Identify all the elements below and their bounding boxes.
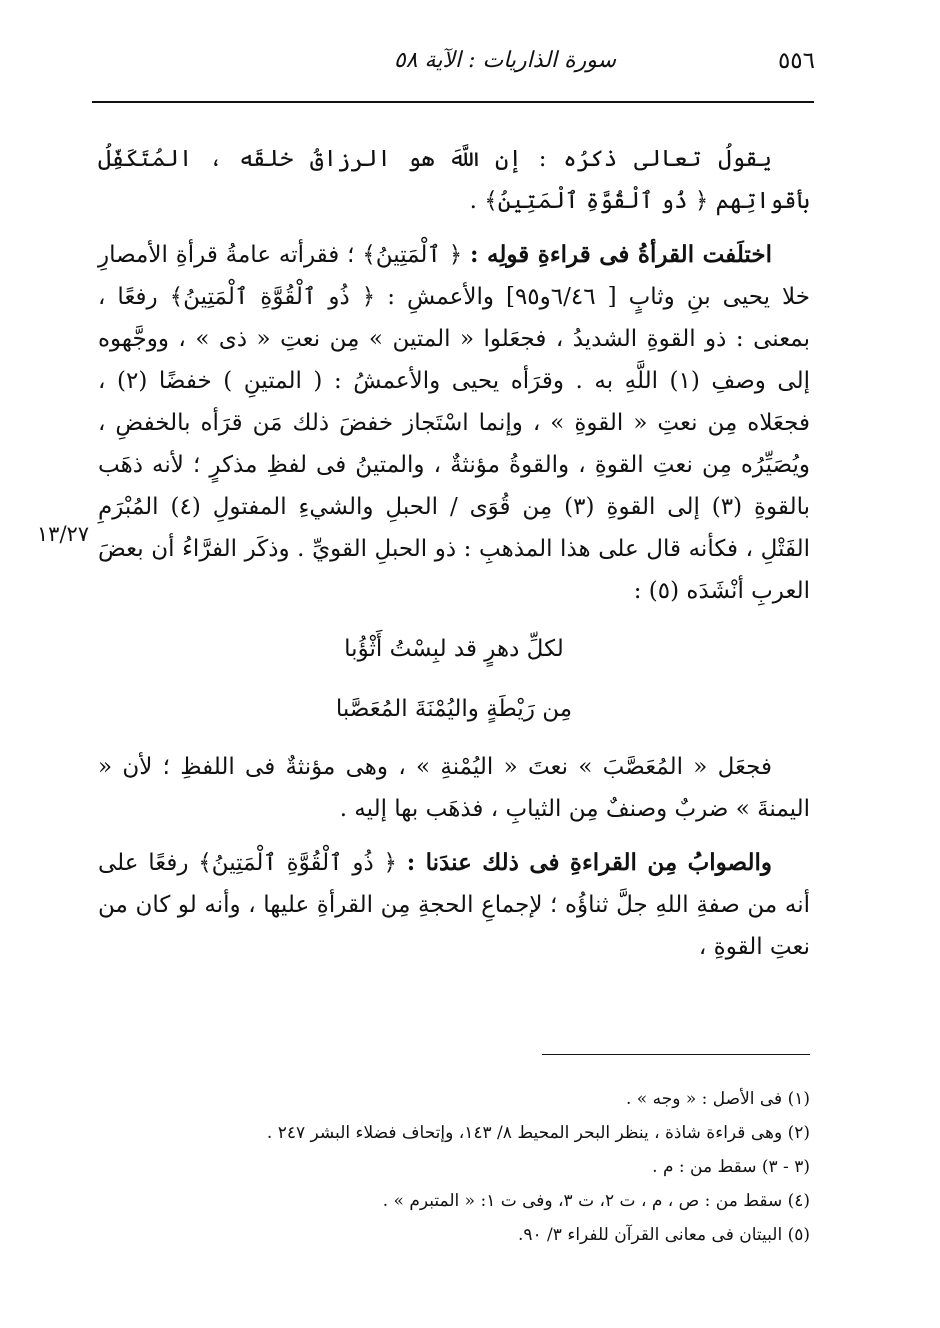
footnote-5: (٥) البيتان فى معانى القرآن للفراء ٣/ ٩٠. <box>517 1225 810 1245</box>
footnote-4: (٤) سقط من : ص ، م ، ت ٢، ت ٣، وفى ت ١: « المتبرم » . <box>382 1191 810 1211</box>
page-header <box>95 44 815 88</box>
verse-block <box>98 628 810 730</box>
footnote-rule <box>542 1054 810 1055</box>
paragraph-2-text: ﴿ ٱلْمَتِينُ﴾ ؛ فقرأته عامةُ قرأةِ الأمصارِ خلا يحيى بنِ وثابٍ [ ٦/٤٦و٩٥] والأعمشِ : ﴿ ذُو ٱلْقُوَّةِ ٱلْمَتِينُ﴾ رفعًا ، بمعنى : ذو القوةِ الشديدُ ، فجعَلوا « المتين » مِن نعتِ « ذى » ، ووجَّهوه إلى وصفِ (١) اللَّهِ به . وقرَأه يحيى والأعمشُ : ( المتينِ ) خفضًا (٢) ، فجعَلاه مِن نعتِ « القوةِ » ، وإنما اسْتَجاز خفضَ ذلك مَن قرَأه بالخفضِ ، ويُصَيِّرُه مِن نعتِ القوةِ ، والقوةُ مؤنثةٌ ، والمتينُ فى لفظِ مذكرٍ ؛ لأنه ذهَب بالقوةِ (٣) إلى القوةِ (٣) مِن قُوَى / الحبلِ والشيءِ المفتولِ (٤) المُبْرَمِ الفَتْلِ ، فكأنه قال على هذا المذهبِ : ذو الحبلِ القويِّ . وذكَر الفرَّاءُ أن بعضَ العربِ أنْشَدَه (٥) : <box>98 242 810 604</box>
paragraph-4 <box>98 842 810 968</box>
paragraph-3: فجعَل « المُعَصَّبَ » نعتَ « اليُمْنةِ » ، وهى مؤنثةٌ فى اللفظِ ؛ لأن « اليمنةَ » ضربٌ وصنفٌ مِن الثيابِ ، فذهَب بها إليه . <box>98 754 810 822</box>
page-number: ٥٥٦ <box>777 48 815 74</box>
footnote-3: (٣ - ٣) سقط من : م . <box>652 1157 810 1177</box>
paragraph-2-lead: اختلَفت القرأةُ فى قراءةِ قولِه : <box>470 241 772 268</box>
paragraph-2 <box>98 234 810 612</box>
paragraph-4-text: ﴿ ذُو ٱلْقُوَّةِ ٱلْمَتِينُ﴾ رفعًا على أنه من صفةِ اللهِ جلَّ ثناؤُه ؛ لإجماعِ الحجةِ مِن القرأةِ عليها ، وأنه لو كان من نعتِ القوةِ ، <box>98 850 810 960</box>
footnote-1: (١) فى الأصل : « وجه » . <box>625 1089 810 1109</box>
header-rule <box>92 101 814 103</box>
margin-page-reference: ١٣/٢٧ <box>36 522 90 546</box>
verse-line-1: لكلِّ دهرٍ قد لبِسْتُ أَثْؤُبا <box>344 636 564 662</box>
footnote-2: (٢) وهى قراءة شاذة ، ينظر البحر المحيط ٨/ ١٤٣، وإتحاف فضلاء البشر ٢٤٧ . <box>266 1123 810 1143</box>
paragraph-4-lead: والصوابُ مِن القراءةِ فى ذلك عندَنا : <box>406 849 772 876</box>
paragraph-1: يقولُ تعالى ذكرُه : إن اللَّهَ هو الرزاقُ خلقَه ، المُتَكَفِّلُ بأقواتِهم ﴿ ذُو ٱلْقُوَّةِ ٱلْمَتِينُ﴾ . <box>98 146 810 214</box>
verse-line-2: مِن رَيْطَةٍ واليُمْنَةَ المُعَصَّبا <box>335 696 573 722</box>
running-title: سورة الذاريات : الآية ٥٨ <box>393 48 617 73</box>
footnotes <box>98 1082 810 1252</box>
main-text <box>98 138 810 968</box>
